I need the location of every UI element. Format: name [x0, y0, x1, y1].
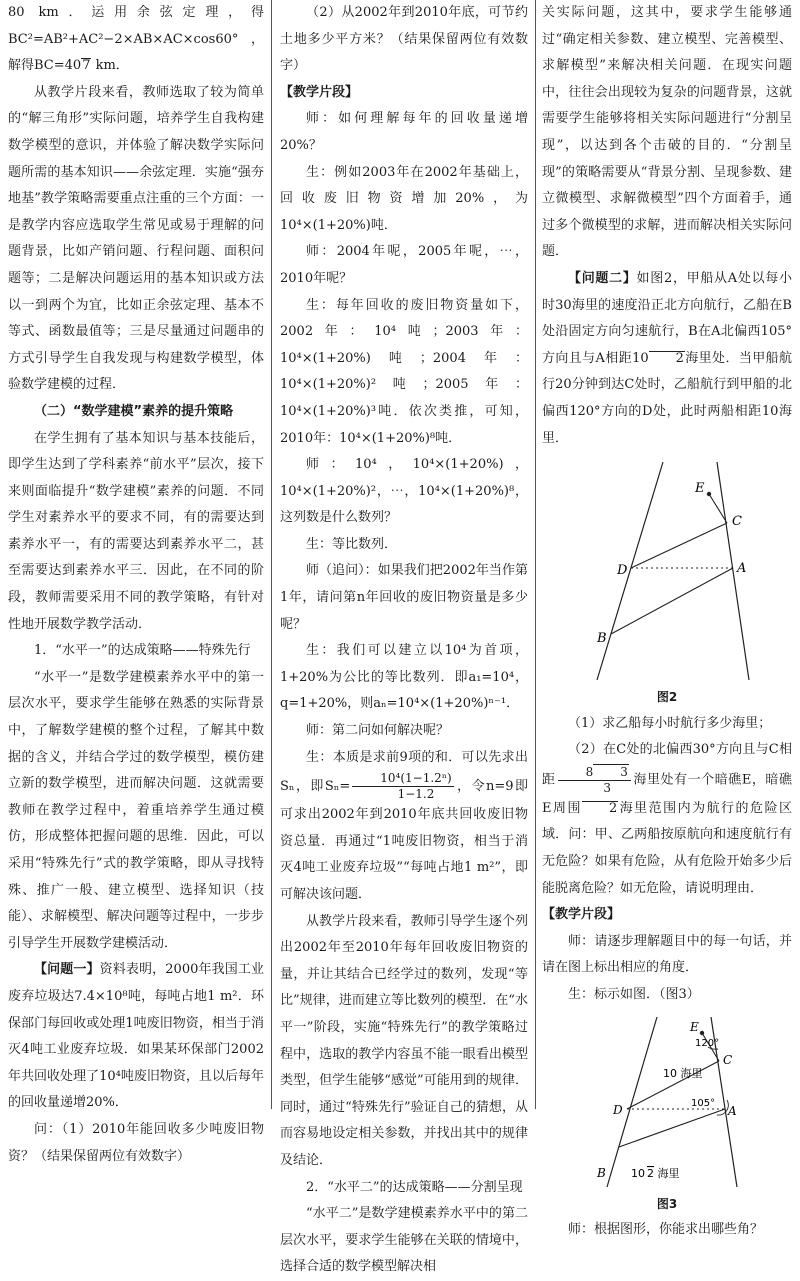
dialogue-line: 师：2004年呢，2005年呢，⋯，2010年呢？: [280, 244, 528, 286]
distance-fraction: $\frac{8 3}{3}$: [558, 764, 631, 796]
point-label-a: A: [728, 1103, 737, 1118]
sqrt-two: 2: [582, 801, 618, 816]
subheading-level-two: 2．“水平二”的达成策略——分割呈现: [306, 1179, 523, 1195]
teaching-segment-tag: 【教学片段】: [280, 84, 359, 100]
dialogue-line-sum-formula: 生：本质是求前9项的和．可以先求出Sₙ，即Sₙ= $\frac{\text{10⁴(1−1.2ⁿ)}}{1-1.2}$ ，令n=9即可求出2002年到2010年底共回收废旧物资总量．再通过“1吨废旧物资，相当于消灭4吨工业废弃垃圾”“每吨占地1 m²”，即可解决该问题．: [280, 749, 528, 902]
point-label-e: E: [695, 481, 705, 497]
dialogue-line: 师：根据图形，你能求出哪些角？: [568, 1222, 764, 1238]
point-label-b: B: [597, 631, 607, 647]
length-label-dc: 10 海里: [663, 1066, 703, 1080]
point-label-d: D: [617, 563, 628, 579]
problem-two: 【问题二】如图2，甲船从A处以每小时30海里的速度沿正北方向航行，乙船在B处沿固定方向匀速航行，B在A北偏西105°方向且与A相距10 2海里处．当甲船航行20分钟到达C处时，乙船航行到甲船的北偏西120°方向的D处，此时两船相距10海里．: [542, 270, 792, 446]
paragraph-segment-analysis: 从教学片段来看，教师引导学生逐个列出2002年至2010年每年回收废旧物资的量，并让其结合已经学过的数列，发现“等比”规律，进而建立等比数列的模型．在“水平一”阶段，实施“特殊先行”的教学策略过程中，选取的教学内容虽不能一眼看出模型类型，但学生能够“感觉”可能用到的规律．同时，通过“特殊先行”验证自己的猜想，从而容易地设定相关参数，并找出其中的规律及结论．: [280, 913, 528, 1168]
paragraph-level-one: “水平一”是数学建模素养水平中的第一层次水平，要求学生能够在熟悉的实际背景中，了解数学建模的整个过程，了解其中数据的含义，并结合学过的数学模型，模仿建立新的数学模型，进而解决问题．这就需要教师在教学过程中，着重培养学生通过模仿，形成整体把握问题的思维．因此，可以采用“特殊先行”式的教学策略，即从寻找特殊、推广一般、建立模型、选择知识（技能）、求解模型、解决问题等过程中，一步步引导学生开展数学建模活动．: [8, 669, 264, 951]
column-right: [542, 0, 792, 1244]
dialogue-line: 师：请逐步理解题目中的每一句话，并请在图上标出相应的角度．: [542, 933, 792, 976]
figure-2-diagram: [567, 452, 767, 684]
dialogue-line: 生：标示如图．（图3）: [568, 987, 700, 1003]
figure-3-caption: 图3: [656, 1196, 678, 1211]
paragraph-cosine-result: 80 km．运用余弦定理，得BC²=AB²+AC²−2×AB×AC×cos60°，解得BC=407 km．: [8, 5, 264, 74]
column-divider: [535, 0, 536, 1109]
section-heading-improvement: （二）“数学建模”素养的提升策略: [34, 403, 234, 419]
point-label-c: C: [732, 514, 742, 530]
point-label-b: B: [597, 1165, 606, 1180]
problem-two-tag: 【问题二】: [568, 270, 637, 286]
point-label-d: D: [613, 1102, 623, 1117]
problem-one-question-1: 问：（1）2010年能回收多少吨废旧物资？（结果保留两位有效数字）: [8, 1121, 264, 1164]
problem-one-question-2: （2）从2002年到2010年底，可节约土地多少平方米？（结果保留两位有效数字）: [280, 5, 528, 74]
paragraph-levels-intro: 在学生拥有了基本知识与基本技能后，即学生达到了学科素养“前水平”层次，接下来则面临提升“数学建模”素养的问题．不同学生对素养水平的要求不同，有的需要达到素养水平一，有的需要达到素养水平二，甚至需要达到素养水平三．因此，在不同的阶段，教师需要采用不同的教学策略，有针对性地开展数学教学活动．: [8, 430, 264, 632]
dialogue-line: 生：等比数列．: [306, 536, 398, 552]
length-label-ba: 10 2 海里: [631, 1166, 680, 1180]
problem-one-tag: 【问题一】: [34, 962, 100, 978]
column-divider: [271, 0, 272, 1109]
point-label-e: E: [690, 1019, 699, 1034]
problem-one: 【问题一】资料表明，2000年我国工业废弃垃圾达7.4×10⁸吨，每吨占地1 m²．环保部门每回收或处理1吨废旧物资，相当于消灭4吨工业废弃垃圾．如果某环保部门2002年共回收处理了10⁴吨废旧物资，且以后每年的回收量递增20%．: [8, 962, 264, 1111]
dialogue-line: 师：10⁴，10⁴×(1+20%)，10⁴×(1+20%)²，⋯，10⁴×(1+20%)⁸，这列数是什么数列？: [280, 457, 528, 526]
sqrt-two: 2: [649, 351, 685, 366]
problem-two-question-2: （2）在C处的北偏西30°方向且与C相距 $\frac{8 3}{3}$ 海里处有一个暗礁E，暗礁E周围 2海里范围内为航行的危险区域．问：甲、乙两船按原航向和速度航行有无危险？如果有危险，从有危险开始多少后能脱离危险？如无危险，请说明理由．: [542, 742, 792, 896]
dialogue-line: 师：第二问如何解决呢？: [306, 723, 450, 739]
paragraph-level-two: “水平二”是数学建模素养水平中的第二层次水平，要求学生能够在关联的情境中，选择合适的数学模型解决相: [280, 1206, 528, 1275]
dialogue-line: 生：我们可以建立以10⁴为首项，1+20%为公比的等比数列．即a₁=10⁴，q=1+20%，则aₙ=10⁴×(1+20%)ⁿ⁻¹．: [280, 643, 528, 712]
teaching-segment-tag: 【教学片段】: [542, 907, 621, 923]
column-middle: [280, 0, 528, 1281]
figure-3-diagram: [567, 1009, 767, 1191]
point-label-c: C: [723, 1052, 733, 1067]
subheading-level-one: 1．“水平一”的达成策略——特殊先行: [34, 643, 251, 659]
point-label-a: A: [737, 561, 747, 577]
figure-2-caption: 图2: [656, 690, 678, 705]
angle-label-120: 120°: [695, 1037, 720, 1049]
angle-label-105: 105°: [691, 1097, 716, 1109]
dialogue-line: 师：如何理解每年的回收量递增20%？: [280, 111, 528, 153]
problem-two-question-1: （1）求乙船每小时航行多少海里；: [568, 715, 772, 731]
sqrt-seven: 7: [82, 58, 91, 74]
sum-formula-fraction: $\frac{\text{10⁴(1−1.2ⁿ)}}{1-1.2}$: [352, 771, 453, 802]
dialogue-line: 生：例如2003年在2002年基础上，回收废旧物资增加20%，为10⁴×(1+20%)吨．: [280, 164, 528, 233]
dialogue-line: 生：每年回收的废旧物资量如下，2002年：10⁴吨；2003年：10⁴×(1+20%)吨；2004年：10⁴×(1+20%)²吨；2005年：10⁴×(1+20%)³吨．依次类推，可知，2010年：10⁴×(1+20%)⁸吨．: [280, 297, 528, 446]
column-left: [8, 0, 264, 1170]
paragraph-split-strategy: 关实际问题，这其中，要求学生能够通过“确定相关参数、建立模型、完善模型、求解模型”来解决相关问题．在现实问题中，往往会出现较为复杂的问题背景，这就需要学生能够将相关实际问题进行“分割呈现”，以达到各个击破的目的．“分割呈现”的策略需要从“背景分割、呈现参数、建立微模型、求解微模型”四个方面着手，通过多个微模型的求解，进而解决相关实际问题．: [542, 5, 792, 260]
paragraph-strategy-analysis: 从教学片段来看，教师选取了较为简单的“解三角形”实际问题，培养学生自我构建数学模型的意识，并体验了解决数学实际问题所需的基本知识——余弦定理．实施“强夯地基”教学策略需要重点注重的三个方面：一是教学内容应选取学生常见或易于理解的问题背景，比如产销问题、行程问题、面积问题等；二是解决问题运用的基本知识或方法以一到两个为宜，比如正余弦定理、基本不等式、函数最值等；三是尽量通过问题串的方式引导学生自我发现与构建数学模型，体验数学建模的过程．: [8, 84, 264, 393]
dialogue-line: 师（追问）：如果我们把2002年当作第1年，请问第n年回收的废旧物资量是多少呢？: [280, 563, 528, 632]
